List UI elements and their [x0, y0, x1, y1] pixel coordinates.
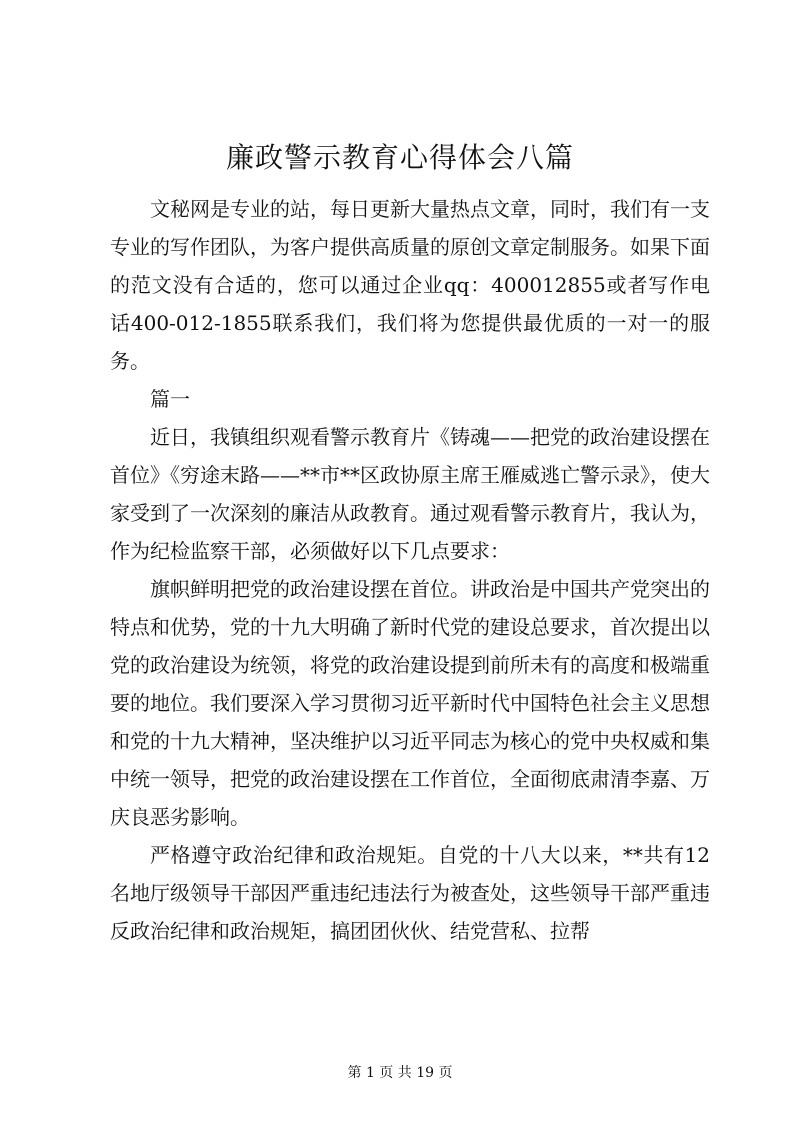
document-title: 廉政警示教育心得体会八篇 — [225, 141, 574, 174]
body-paragraph: 严格遵守政治纪律和政治规矩。自党的十八大以来，**共有12名地厅级领导干部因严重违纪违法行为被查处，这些领导干部严重违反政治纪律和政治规矩，搞团团伙伙、结党营私、拉帮 — [110, 843, 710, 943]
section-heading: 篇一 — [150, 387, 190, 411]
body-paragraph: 近日，我镇组织观看警示教育片《铸魂——把党的政治建设摆在首位》《穷途末路——**市**区政协原主席王雁威逃亡警示录》，使大家受到了一次深刻的廉洁从政教育。通过观看警示教育片，我认为，作为纪检监察干部，必须做好以下几点要求： — [110, 425, 710, 563]
document-body — [110, 190, 710, 950]
intro-paragraph: 文秘网是专业的站，每日更新大量热点文章，同时，我们有一支专业的写作团队，为客户提供高质量的原创文章定制服务。如果下面的范文没有合适的，您可以通过企业qq：400012855或者写作电话400-012-1855联系我们，我们将为您提供最优质的一对一的服务。 — [110, 197, 710, 373]
page-number: 第 1 页 共 19 页 — [347, 1065, 453, 1081]
body-paragraph: 旗帜鲜明把党的政治建设摆在首位。讲政治是中国共产党突出的特点和优势，党的十九大明确了新时代党的建设总要求，首次提出以党的政治建设为统领，将党的政治建设提到前所未有的高度和极端重要的地位。我们要深入学习贯彻习近平新时代中国特色社会主义思想和党的十九大精神，坚决维护以习近平同志为核心的党中央权威和集中统一领导，把党的政治建设摆在工作首位，全面彻底肃清李嘉、万庆良恶劣影响。 — [110, 577, 710, 829]
